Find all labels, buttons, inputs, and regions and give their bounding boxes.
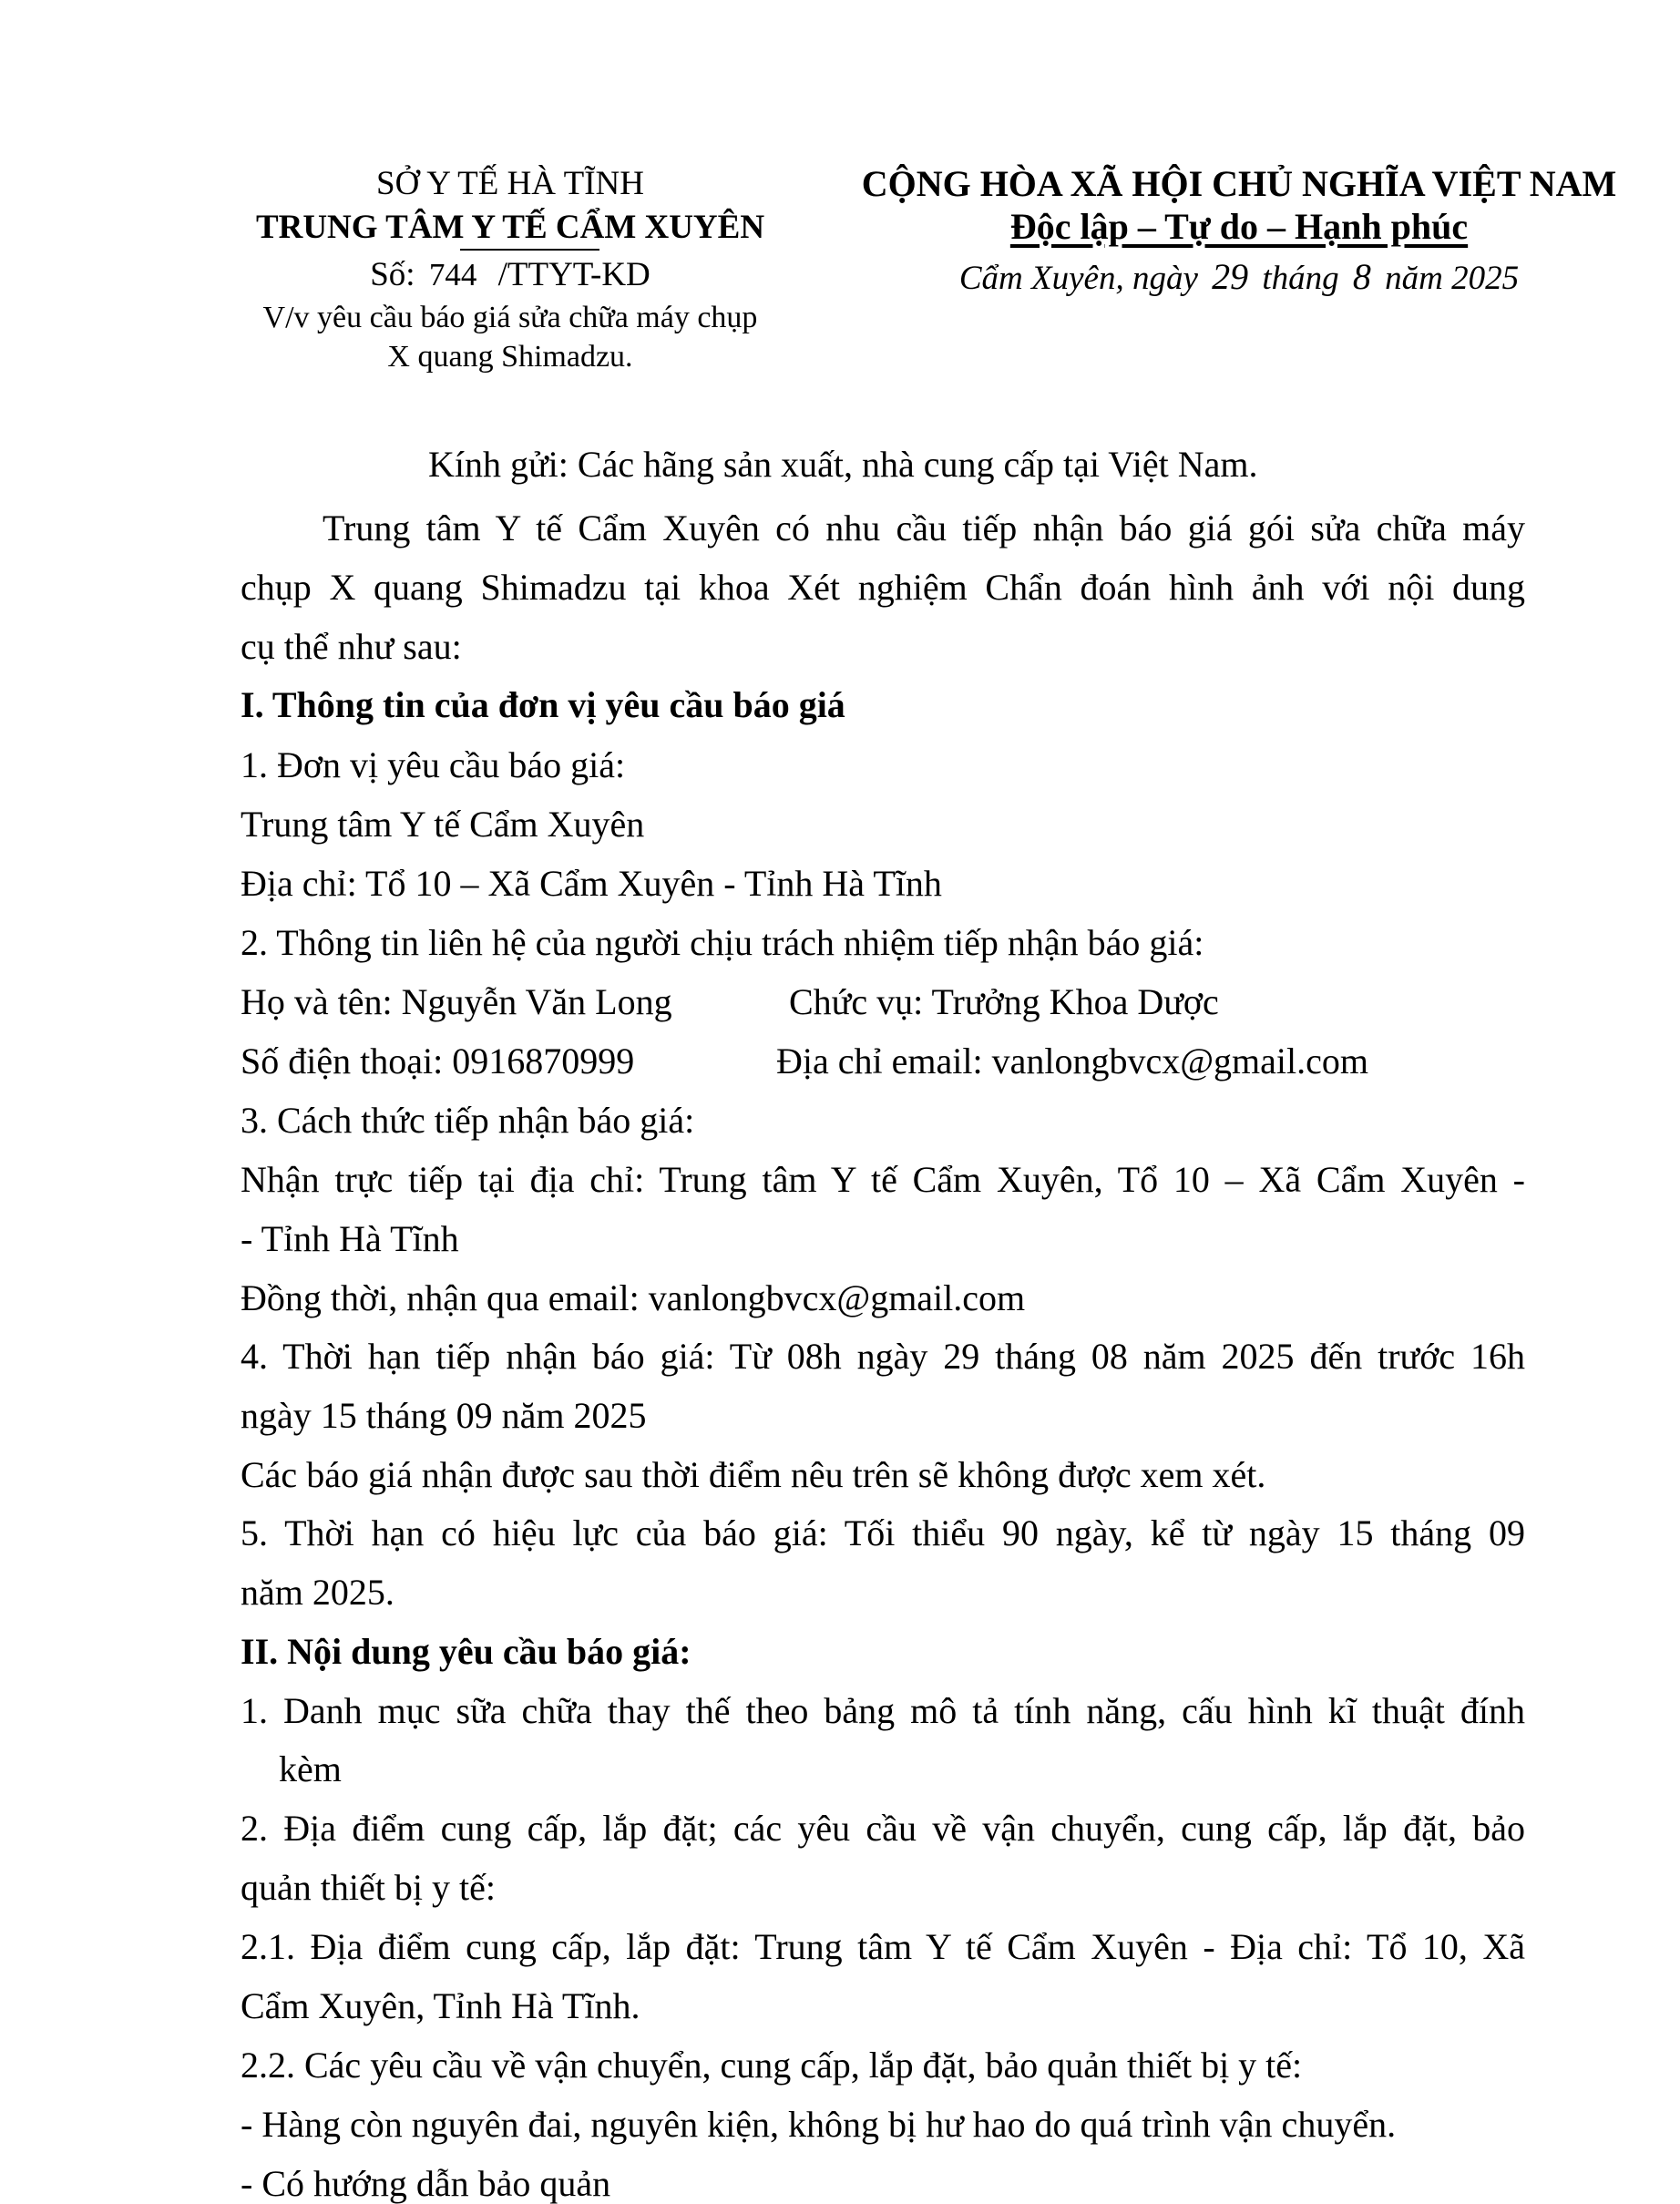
date-place: Cẩm Xuyên, ngày [958,260,1198,297]
date-year: năm 2025 [1385,260,1520,297]
contact-position: Chức vụ: Trưởng Khoa Dược [789,981,1219,1022]
receive-email-line: Đồng thời, nhận qua email: vanlongbvcx@gmail.com [241,1277,1026,1318]
section-2-item-2-line-2: quản thiết bị y tế: [241,1867,496,1908]
contact-email: Địa chỉ email: vanlongbvcx@gmail.com [776,1040,1368,1081]
subject-line-1: V/v yêu cầu báo giá sửa chữa máy chụp [262,301,758,334]
section-1-item-4-line-2: ngày 15 tháng 09 năm 2025 [241,1395,647,1436]
intro-line-3: cụ thể như sau: [241,626,462,667]
document-date [802,255,1676,298]
late-submission-note: Các báo giá nhận được sau thời điểm nêu trên sẽ không được xem xét. [241,1454,1266,1495]
receive-direct-line-1: Nhận trực tiếp tại địa chỉ: Trung tâm Y tế Cẩm Xuyên, Tổ 10 – Xã Cẩm Xuyên - [241,1159,1525,1200]
intro-line-1: Trung tâm Y tế Cẩm Xuyên có nhu cầu tiếp nhận báo giá gói sửa chữa máy [323,507,1525,548]
contact-phone: Số điện thoại: 0916870999 [241,1040,635,1081]
section-2-item-2-line-1: 2. Địa điểm cung cấp, lắp đặt; các yêu cầu về vận chuyển, cung cấp, lắp đặt, bảo [241,1808,1525,1849]
receive-direct-line-2: - Tỉnh Hà Tĩnh [241,1218,459,1259]
doc-number-suffix: /TTYT-KD [497,256,650,293]
document-number [182,255,838,294]
section-2-item-1-line-2: kèm [279,1748,342,1789]
section-2-item-2-2: 2.2. Các yêu cầu về vận chuyển, cung cấp, lắp đặt, bảo quản thiết bị y tế: [241,2045,1303,2086]
national-motto [802,205,1676,248]
subject-line-2: X quang Shimadzu. [387,340,633,374]
doc-number-value: 744 [428,257,477,292]
section-2-item-1-line-1: 1. Danh mục sữa chữa thay thế theo bảng mô tả tính năng, cấu hình kĩ thuật đính [241,1690,1525,1731]
section-1-item-4-line-1: 4. Thời hạn tiếp nhận báo giá: Từ 08h ngày 29 tháng 08 năm 2025 đến trước 16h [241,1336,1525,1377]
requesting-unit-address: Địa chỉ: Tổ 10 – Xã Cẩm Xuyên - Tỉnh Hà Tĩnh [241,863,942,904]
bullet-storage-guide: - Có hướng dẫn bảo quản [241,2163,611,2204]
date-day: 29 [1212,256,1249,297]
date-month-label: tháng [1262,260,1339,297]
date-month: 8 [1352,256,1371,297]
intro-line-2: chụp X quang Shimadzu tại khoa Xét nghiệm Chẩn đoán hình ảnh với nội dung [241,567,1525,608]
section-1-item-5-line-1: 5. Thời hạn có hiệu lực của báo giá: Tối thiểu 90 ngày, kể từ ngày 15 tháng 09 [241,1512,1525,1553]
requesting-unit-name: Trung tâm Y tế Cẩm Xuyên [241,804,645,845]
section-2-item-2-1-line-2: Cẩm Xuyên, Tỉnh Hà Tĩnh. [241,1985,640,2026]
country-name: CỘNG HÒA XÃ HỘI CHỦ NGHĨA VIỆT NAM [861,163,1617,204]
organization-name: TRUNG TÂM Y TẾ CẨM XUYÊN [255,209,765,246]
organization-underline [460,249,599,251]
section-2-item-2-1-line-1: 2.1. Địa điểm cung cấp, lắp đặt: Trung tâm Y tế Cẩm Xuyên - Địa chỉ: Tổ 10, Xã [241,1926,1525,1967]
doc-number-prefix: Số: [370,256,415,293]
section-1-item-1: 1. Đơn vị yêu cầu báo giá: [241,744,626,785]
section-1-item-3: 3. Cách thức tiếp nhận báo giá: [241,1100,695,1141]
section-1-heading: I. Thông tin của đơn vị yêu cầu báo giá [241,684,845,725]
motto-text: Độc lập – Tự do – Hạnh phúc [1009,206,1469,247]
section-1-item-2: 2. Thông tin liên hệ của người chịu trách nhiệm tiếp nhận báo giá: [241,922,1204,963]
contact-name: Họ và tên: Nguyễn Văn Long [241,981,672,1022]
department-name: SỞ Y TẾ HÀ TĨNH [376,165,644,202]
section-2-heading: II. Nội dung yêu cầu báo giá: [241,1631,691,1672]
section-1-item-5-line-2: năm 2025. [241,1572,394,1613]
bullet-packaging: - Hàng còn nguyên đai, nguyên kiện, không bị hư hao do quá trình vận chuyển. [241,2104,1397,2145]
addressee-line: Kính gửi: Các hãng sản xuất, nhà cung cấp tại Việt Nam. [428,444,1258,485]
